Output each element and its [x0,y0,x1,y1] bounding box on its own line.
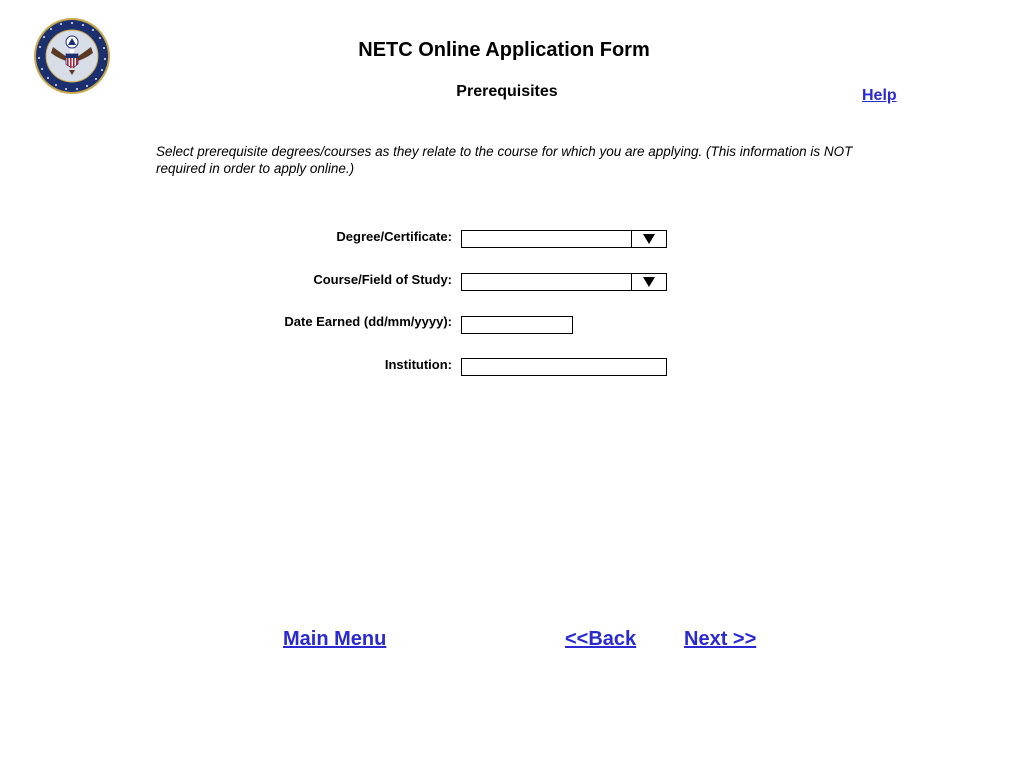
date-earned-label: Date Earned (dd/mm/yyyy): [284,314,452,329]
instructions-text: Select prerequisite degrees/courses as they relate to the course for which you are applying. (This information is NOT required in order to apply online.) [156,144,853,176]
course-select[interactable] [461,273,667,291]
help-link[interactable]: Help [862,87,897,104]
course-label: Course/Field of Study: [313,272,452,287]
next-link[interactable]: Next >> [684,628,757,650]
degree-select[interactable] [461,230,667,248]
main-menu-link[interactable]: Main Menu [283,628,387,650]
institution-input[interactable] [461,358,667,376]
dropdown-arrow-icon[interactable] [631,231,666,247]
degree-label: Degree/Certificate: [336,229,452,244]
page-title: NETC Online Application Form [358,39,650,61]
page-subtitle: Prerequisites [456,83,558,100]
dropdown-arrow-icon[interactable] [631,274,666,290]
date-earned-input[interactable] [461,316,573,334]
back-link[interactable]: <<Back [565,628,637,650]
institution-label: Institution: [384,357,452,372]
